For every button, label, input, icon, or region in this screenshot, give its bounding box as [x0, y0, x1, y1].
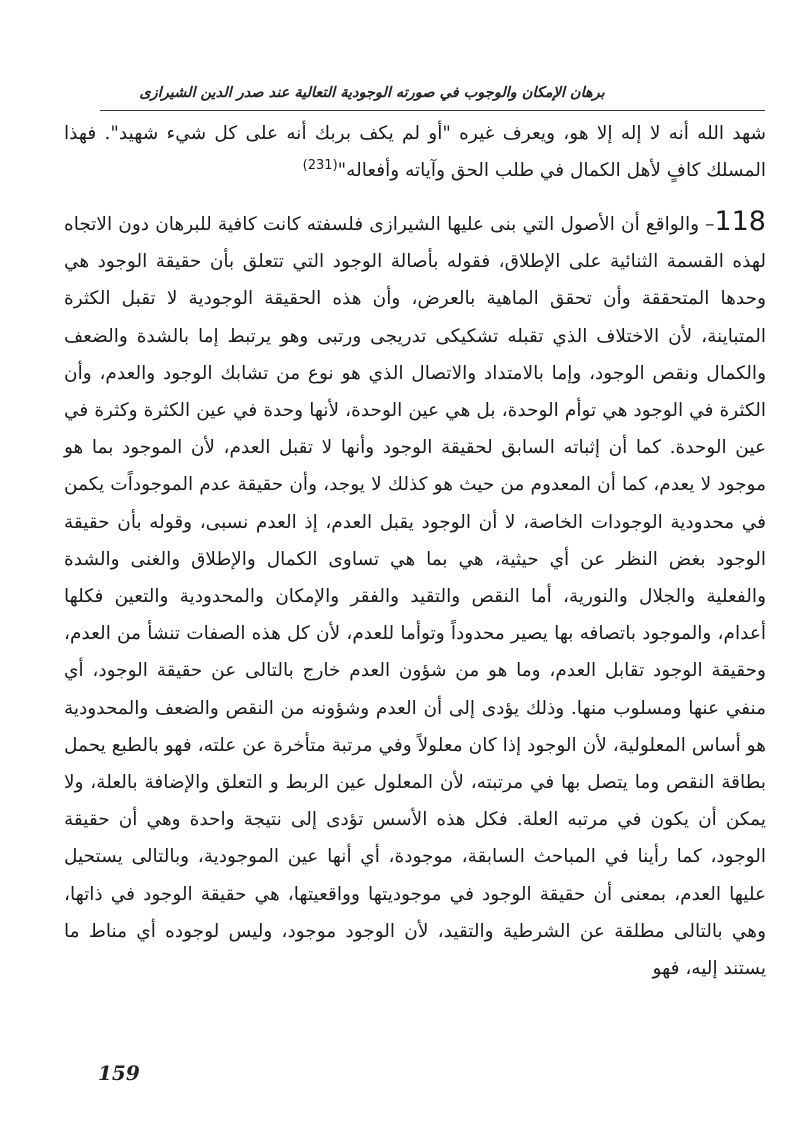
paragraph-dash: – [705, 214, 715, 235]
quote-continuation [64, 118, 766, 187]
running-head: برهان الإمكان والوجوب في صورته الوجودية التعالية عند صدر الدين الشيرازى [139, 84, 605, 101]
paragraph-118 [64, 203, 766, 987]
page-number: 159 [98, 1061, 140, 1085]
quote-text: شهد الله أنه لا إله إلا هو، ويعرف غيره "أو لم يكف بربك أنه على كل شيء شهيد". فهذا المسلك كافٍ لأهل الكمال في طلب الحق وآياته وأفعاله" [64, 123, 766, 182]
header-rule [100, 110, 765, 111]
footnote-reference: (231) [302, 158, 338, 173]
paragraph-text: والواقع أن الأصول التي بنى عليها الشيرازى فلسفته كانت كافية للبرهان دون الاتجاه لهذه القسمة الثنائية على الإطلاق، فقوله بأصالة الوجود التي تتعلق بأن حقيقة الوجود هي وحدها المتحققة وأن تحقق الماهية بالعرض، وأن هذه الحقيقة الوجودية لا تقبل الكثرة المتباينة، لأن الاختلاف الذي تقبله تشكيكى تدريجى ورتبى وهو يرتبط إما بالشدة والضعف والكمال ونقص الوجود، وإما بالامتداد والاتصال الذي هو نوع من تشابك الوجود والعدم، وأن الكثرة في الوجود هي توأم الوحدة، بل هي عين الوحدة، لأنها وحدة في عين الكثرة وكثرة في عين الوحدة. كما أن إثباته السابق لحقيقة الوجود وأنها لا تقبل العدم، لأن الموجود بما هو موجود لا يعدم، كما أن المعدوم من حيث هو كذلك لا يوجد، وأن حقيقة عدم الموجوداًت يكمن في محدودية الوجودات الخاصة، لا أن الوجود يقبل العدم، إذ العدم نسبى، وقوله بأن حقيقة الوجود بغض النظر عن أي حيثية، هي بما هي تساوى الكمال والإطلاق والغنى والشدة والفعلية والجلال والنورية، أما النقص والتقيد والفقر والإمكان والمحدودية والتعين فكلها أعدام، والموجود باتصافه بها يصير محدوداً وتوأما للعدم، لأن كل هذه الصفات تنشأ من العدم، وحقيقة الوجود تقابل العدم، وما هو من شؤون العدم خارج بالتالى عن حقيقة الوجود، أي منفي عنها ومسلوب منها. وذلك يؤدى إلى أن العدم وشؤونه من النقص والضعف والمحدودية هو أساس المعلولية، لأن الوجود إذا كان معلولاً وفي مرتبة متأخرة عن علته، فهو بالطبع يحمل بطاقة النقص وما يتصل بها في مرتبته، لأن المعلول عين الربط و التعلق والإضافة بالعلة، ولا يمكن أن يكون في مرتبه العلة. فكل هذه الأسس تؤدى إلى نتيجة واحدة وهي أن حقيقة الوجود، كما رأينا في المباحث السابقة، موجودة، أي أنها عين الموجودية، وبالتالى يستحيل عليها العدم، بمعنى أن حقيقة الوجود في موجوديتها وواقعيتها، هي حقيقة الوجود في ذاتها، وهي بالتالى مطلقة عن الشرطية والتقيد، لأن الوجود موجود، وليس لوجوده أي مناط ما يستند إليه، فهو [64, 214, 766, 980]
paragraph-number: 118 [714, 206, 766, 237]
